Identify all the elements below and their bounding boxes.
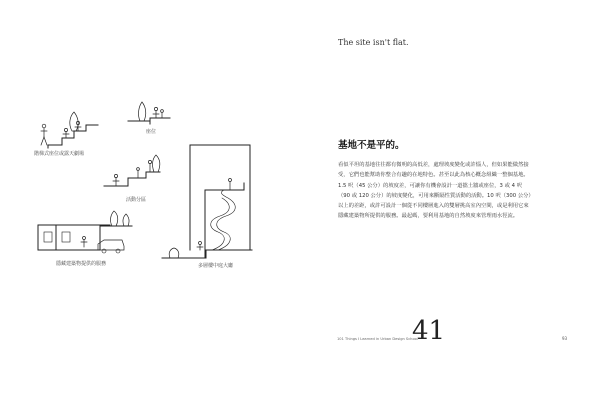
footer-book-title: 101 Things I Learned in Urban Design School bbox=[337, 337, 418, 341]
body-line: 以上的差距，或許可設計一個從不同樓層進入的雙層挑高室內空間，或是利用它來 bbox=[338, 203, 529, 210]
body-text bbox=[338, 160, 566, 222]
multilevel-hall-drawing bbox=[162, 145, 252, 258]
hidden-services-drawing bbox=[38, 211, 132, 253]
lesson-number: 41 bbox=[412, 316, 446, 346]
body-line: （90 或 120 公分）的坡度變化，可用來斷隔性質活動的活動。10 呎（300 公分） bbox=[338, 192, 534, 199]
body-line: 隱藏建築物所提供的服務。最起碼，要利用基地的自然坡度來管理雨水徑流。 bbox=[338, 213, 519, 220]
stepped-seating-drawing bbox=[41, 112, 98, 148]
body-line: 受，它們也能幫助你整合有趣的在地特色。甚至以此為核心概念組織一整個基地。 bbox=[338, 172, 529, 179]
kicker-title: The site isn't flat. bbox=[338, 38, 409, 47]
caption-activity-area: 活動分區 bbox=[126, 197, 147, 203]
activity-area-drawing bbox=[104, 155, 160, 186]
section-heading: 基地不是平的。 bbox=[338, 140, 405, 151]
body-line: 1.5 呎（45 公分）的坡度差，可讓你有機會設計一道擋土牆或座位，3 或 4 呎 bbox=[338, 182, 522, 189]
caption-multilevel-hall: 多層樓中庭大廳 bbox=[198, 263, 234, 269]
caption-seat: 座位 bbox=[146, 129, 157, 135]
seat-drawing bbox=[128, 102, 170, 124]
body-line: 看似平坦的基地往往都有微明的高低差，處理坡度變化或許惱人，但如果能做然接 bbox=[338, 162, 529, 168]
page-number: 93 bbox=[562, 336, 568, 341]
caption-stepped-seating: 階梯式座位或露天劇場 bbox=[34, 151, 85, 157]
right-page bbox=[300, 0, 600, 407]
caption-hidden-services: 隱藏建築物提供的服務 bbox=[56, 261, 107, 267]
